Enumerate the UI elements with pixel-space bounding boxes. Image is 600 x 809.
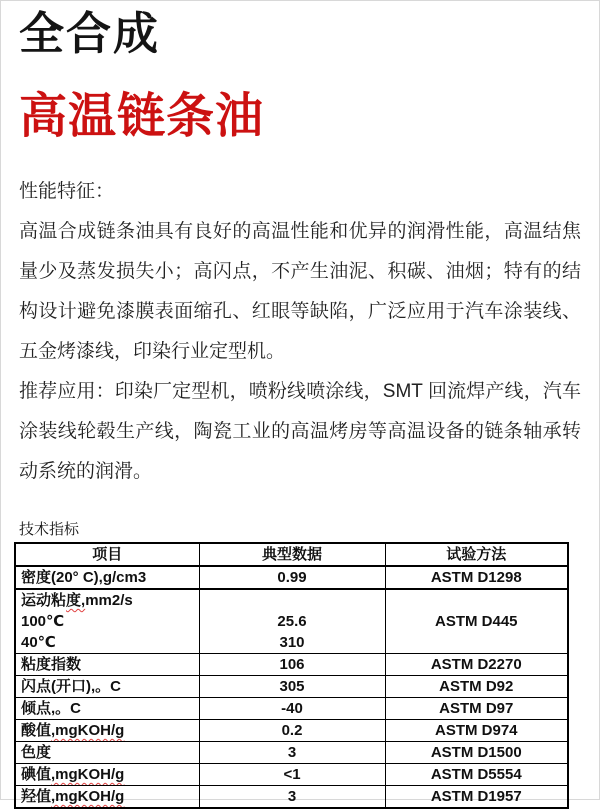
spec-row-color: [15, 742, 568, 764]
cell-value: 106: [199, 654, 385, 676]
features-heading: 性能特征：: [19, 181, 115, 202]
specs-table: [14, 542, 569, 809]
cell-value: <1: [199, 764, 385, 786]
spellcheck-squiggle: 度,: [66, 592, 86, 609]
specs-table-caption: 技术指标: [19, 521, 80, 538]
cell-method: ASTM D92: [385, 676, 568, 698]
viscosity-temp-100: 100℃: [21, 613, 65, 630]
spec-row-viscosity-index: [15, 654, 568, 676]
cell-method: ASTM D445: [385, 589, 568, 654]
cell-value: 305: [199, 676, 385, 698]
viscosity-value-100: 25.6: [277, 613, 307, 630]
viscosity-value-40: 310: [279, 634, 305, 651]
spec-row-iodine-value: [15, 764, 568, 786]
col-header-item: 项目: [15, 543, 199, 566]
cell-item: 倾点,。C: [15, 698, 199, 720]
cell-method: ASTM D97: [385, 698, 568, 720]
spec-row-pour-point: [15, 698, 568, 720]
spec-row-hydroxyl-value: [15, 786, 568, 809]
spellcheck-squiggle: ,mgKOH/g: [51, 788, 125, 805]
cell-method: ASTM D974: [385, 720, 568, 742]
cell-item: 色度: [15, 742, 199, 764]
viscosity-temp-40: 40℃: [21, 634, 56, 651]
spec-row-flash-point: [15, 676, 568, 698]
cell-value: -40: [199, 698, 385, 720]
spellcheck-squiggle: ,mgKOH/g: [51, 722, 125, 739]
cell-item: 羟值,mgKOH/g: [15, 786, 199, 809]
spec-row-acid-value: [15, 720, 568, 742]
cell-method: ASTM D2270: [385, 654, 568, 676]
col-header-typical-value: 典型数据: [199, 543, 385, 566]
cell-method: ASTM D5554: [385, 764, 568, 786]
spellcheck-squiggle: ,mgKOH/g: [51, 766, 125, 783]
col-header-test-method: 试验方法: [385, 543, 568, 566]
cell-method: ASTM D1298: [385, 566, 568, 589]
product-title-line1: 全合成: [19, 8, 161, 59]
cell-method: ASTM D1957: [385, 786, 568, 809]
cell-item: 闪点(开口),。C: [15, 676, 199, 698]
cell-item: 运动粘度,mm2/s 100℃ 40℃: [15, 589, 199, 654]
spec-row-density: [15, 566, 568, 589]
applications-paragraph: 推荐应用：印染厂定型机，喷粉线喷涂线，SMT 回流焊产线，汽车涂装线轮毂生产线，陶瓷工业的高温烤房等高温设备的链条轴承转动系统的润滑。: [19, 381, 581, 482]
spec-row-kinematic-viscosity: [15, 589, 568, 654]
specs-header-row: [15, 543, 568, 566]
cell-item: 碘值,mgKOH/g: [15, 764, 199, 786]
cell-item: 酸值,mgKOH/g: [15, 720, 199, 742]
cell-value: 0.99: [199, 566, 385, 589]
cell-value: 3: [199, 742, 385, 764]
cell-item: 密度(20° C),g/cm3: [15, 566, 199, 589]
cell-value: [199, 589, 385, 654]
cell-value: 0.2: [199, 720, 385, 742]
cell-item: 粘度指数: [15, 654, 199, 676]
features-paragraph: 高温合成链条油具有良好的高温性能和优异的润滑性能，高温结焦量少及蒸发损失小；高闪点，不产生油泥、积碳、油烟；特有的结构设计避免漆膜表面缩孔、红眼等缺陷，广泛应用于汽车涂装线、五金烤漆线，印染行业定型机。: [19, 221, 581, 362]
cell-method: ASTM D1500: [385, 742, 568, 764]
product-title-line2: 高温链条油: [19, 90, 265, 143]
cell-value: 3: [199, 786, 385, 809]
